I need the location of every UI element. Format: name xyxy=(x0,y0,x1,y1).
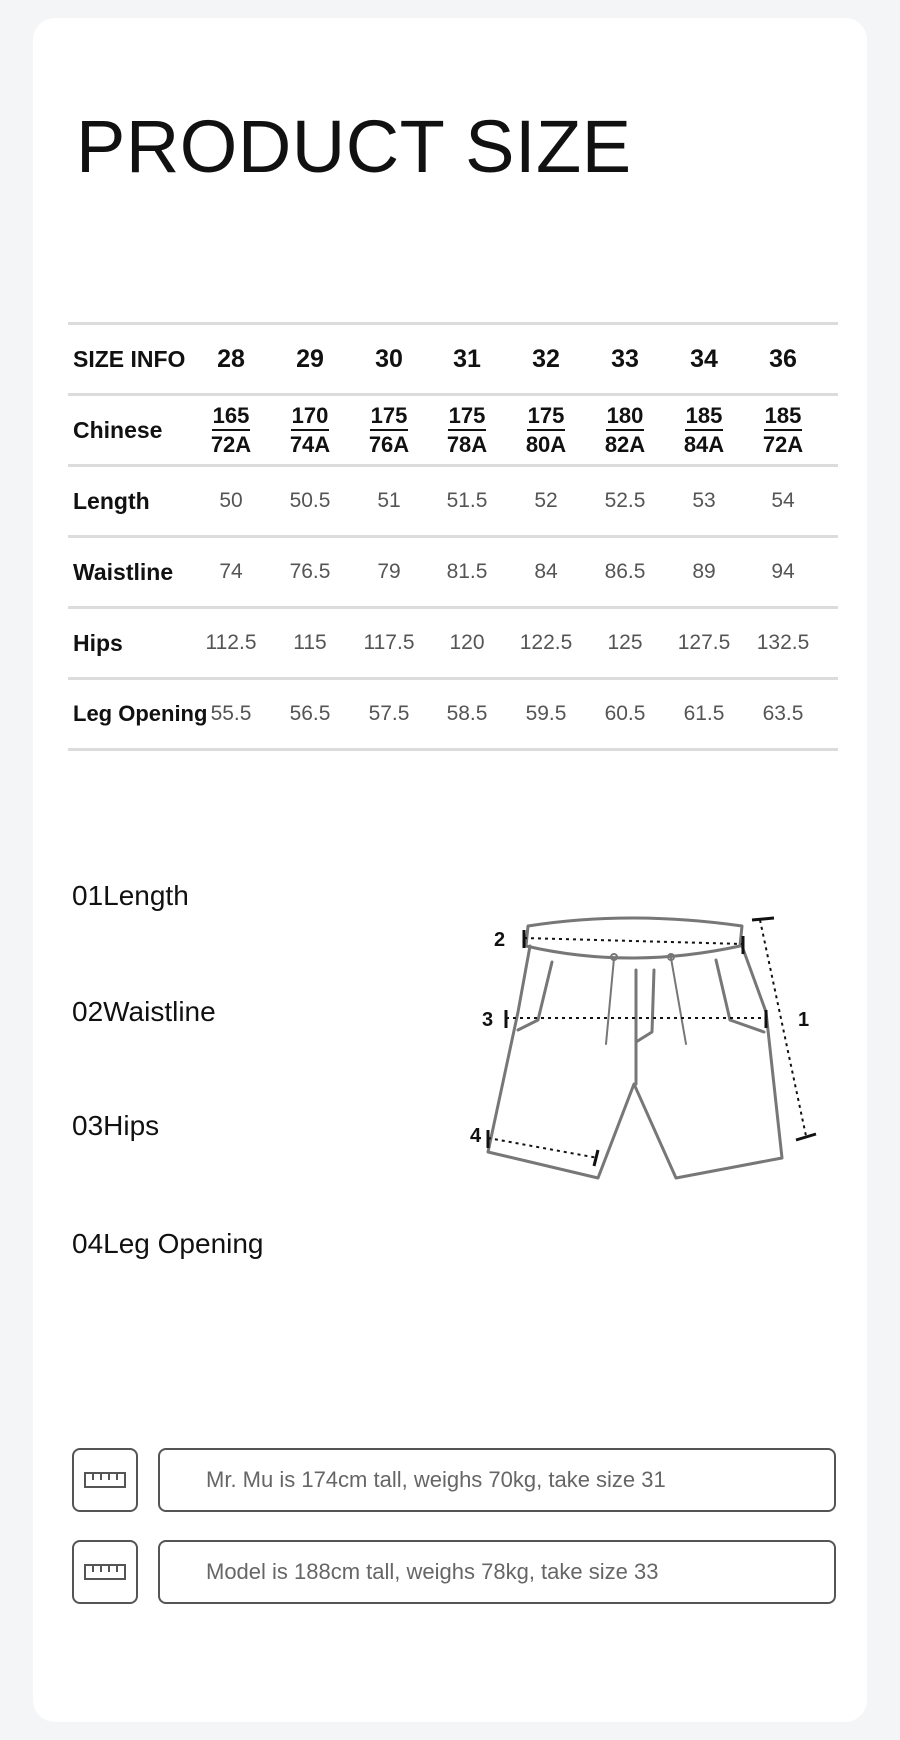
table-cell: 74 xyxy=(219,560,243,583)
size-header: 36 xyxy=(769,344,797,373)
table-cell: 89 xyxy=(692,560,716,583)
table-cell: $\frac{180}{82A}$ xyxy=(604,403,646,457)
table-cell: 76.5 xyxy=(289,560,331,583)
table-cell: 54 xyxy=(771,489,795,512)
table-cell: 81.5 xyxy=(446,560,488,583)
marker-hips: 3 xyxy=(482,1009,494,1031)
measurement-item-hips: 03Hips xyxy=(72,1110,160,1141)
table-cell: $\frac{175}{76A}$ xyxy=(368,403,410,457)
table-cell: 63.5 xyxy=(762,702,804,725)
size-table xyxy=(68,322,838,751)
table-cell: 59.5 xyxy=(525,702,567,725)
size-header: 33 xyxy=(611,344,639,373)
table-row-length xyxy=(68,464,838,535)
table-cell: 52 xyxy=(534,489,558,512)
model-info-row xyxy=(72,1448,836,1516)
marker-leg-opening: 4 xyxy=(470,1125,482,1147)
size-header: 30 xyxy=(375,344,403,373)
table-cell: 125 xyxy=(607,631,643,654)
table-cell: $\frac{185}{84A}$ xyxy=(683,403,725,457)
page-title: PRODUCT SIZE xyxy=(76,105,632,188)
size-header: 28 xyxy=(217,344,245,373)
model-info-text: Mr. Mu is 174cm tall, weighs 70kg, take size 31 xyxy=(158,1448,836,1512)
table-cell: 112.5 xyxy=(205,631,257,654)
size-header: 34 xyxy=(690,344,718,373)
marker-length: 1 xyxy=(798,1009,810,1031)
table-cell: 117.5 xyxy=(363,631,415,654)
table-row-waistline xyxy=(68,535,838,606)
ruler-icon xyxy=(72,1448,138,1512)
table-cell: 79 xyxy=(377,560,401,583)
table-cell: 56.5 xyxy=(289,702,331,725)
table-cell: 120 xyxy=(449,631,485,654)
table-cell: 51.5 xyxy=(446,489,488,512)
measurement-item-leg-opening: 04Leg Opening xyxy=(72,1228,264,1259)
row-label: Hips xyxy=(73,629,123,656)
ruler-icon xyxy=(72,1540,138,1604)
table-cell: 84 xyxy=(534,560,558,583)
table-cell: $\frac{185}{72A}$ xyxy=(762,403,804,457)
table-cell: $\frac{175}{78A}$ xyxy=(446,403,488,457)
marker-waistline: 2 xyxy=(494,929,506,951)
measurement-item-waistline: 02Waistline xyxy=(72,996,216,1027)
model-info-row xyxy=(72,1540,836,1608)
table-cell: 57.5 xyxy=(368,702,410,725)
table-cell: 58.5 xyxy=(446,702,488,725)
table-cell: $\frac{175}{80A}$ xyxy=(525,403,567,457)
table-cell: 122.5 xyxy=(519,631,573,654)
table-row-chinese xyxy=(68,393,838,464)
table-header-row xyxy=(68,322,838,393)
table-cell: 127.5 xyxy=(677,631,731,654)
table-cell: 50 xyxy=(219,489,243,512)
table-cell: 86.5 xyxy=(604,560,646,583)
table-cell: 60.5 xyxy=(604,702,646,725)
table-cell: 52.5 xyxy=(604,489,646,512)
table-cell: 132.5 xyxy=(756,631,810,654)
row-label: Leg Opening xyxy=(73,701,208,726)
table-cell: 53 xyxy=(692,489,716,512)
table-row-leg-opening xyxy=(68,677,838,751)
size-header: 32 xyxy=(532,344,560,373)
size-header: 29 xyxy=(296,344,324,373)
row-label: Waistline xyxy=(73,558,174,585)
row-label: Chinese xyxy=(73,416,163,443)
shorts-diagram-icon xyxy=(460,900,830,1200)
size-info-label: SIZE INFO xyxy=(73,345,186,372)
table-cell: 94 xyxy=(771,560,795,583)
table-cell: 50.5 xyxy=(289,489,331,512)
table-cell: $\frac{165}{72A}$ xyxy=(210,403,252,457)
table-cell: 51 xyxy=(377,489,401,512)
measurement-item-length: 01Length xyxy=(72,880,189,911)
table-cell: 115 xyxy=(293,631,327,654)
model-info-text: Model is 188cm tall, weighs 78kg, take size 33 xyxy=(158,1540,836,1604)
table-row-hips xyxy=(68,606,838,677)
row-label: Length xyxy=(73,487,150,514)
table-cell: 61.5 xyxy=(683,702,725,725)
table-cell: 55.5 xyxy=(210,702,252,725)
size-header: 31 xyxy=(453,344,481,373)
table-cell: $\frac{170}{74A}$ xyxy=(289,403,331,457)
